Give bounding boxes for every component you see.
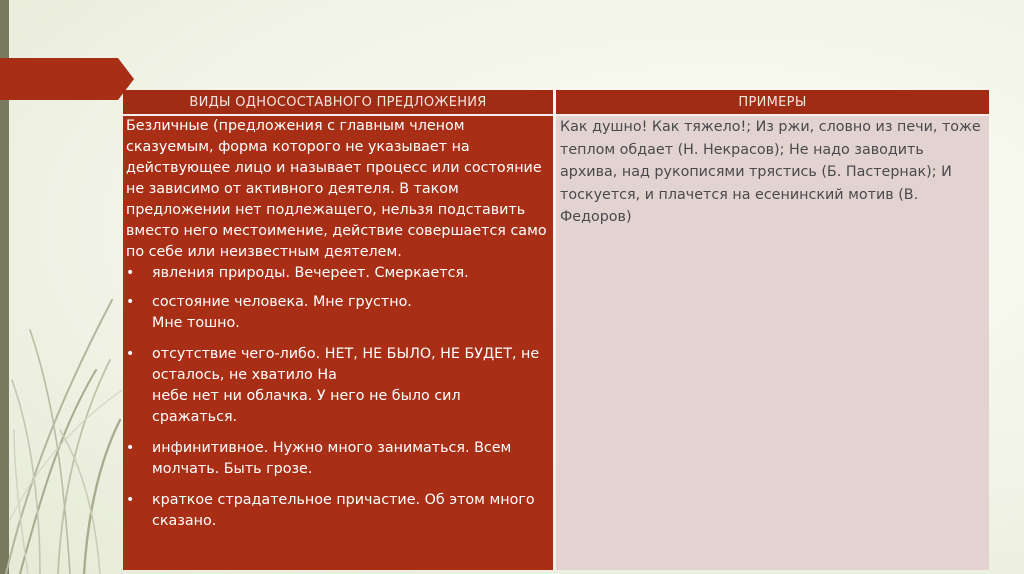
types-list (126, 263, 549, 532)
impersonal-definition: Безличные (предложения с главным членом сказуемым, форма которого не указывает на действующее лицо и называет процесс или состояние не зависимо от активного деятеля. В таком предложении нет подлежащего, нельзя подставить вместо него местоимение, действие совершается само по себе или неизвестным деятелем. (126, 118, 547, 260)
list-item: • краткое страдательное причастие. Об этом много сказано. (126, 490, 549, 532)
list-item: • отсутствие чего-либо. НЕТ, НЕ БЫЛО, НЕ БУДЕТ, не осталось, не хватило На небе нет ни облачка. У него не было сил сражаться. (126, 344, 549, 428)
types-cell (123, 116, 553, 570)
list-item: • инфинитивное. Нужно много заниматься. Всем молчать. Быть грозе. (126, 438, 549, 480)
title-arrow-banner (0, 58, 135, 100)
list-item: • состояние человека. Мне грустно. Мне тошно. (126, 292, 549, 334)
header-examples: ПРИМЕРЫ (556, 90, 989, 116)
header-types: ВИДЫ ОДНОСОСТАВНОГО ПРЕДЛОЖЕНИЯ (123, 90, 553, 116)
examples-text: Как душно! Как тяжело!; Из ржи, словно из печи, тоже теплом обдает (Н. Некрасов); Не надо заводить архива, над рукописями трястись (Б. Пастернак); И тоскуется, и плачется на есенинский мотив (В. Федоров) (560, 119, 981, 225)
list-item: • явления природы. Вечереет. Смеркается. (126, 263, 549, 284)
examples-cell (556, 116, 989, 570)
comparison-table (123, 90, 989, 570)
